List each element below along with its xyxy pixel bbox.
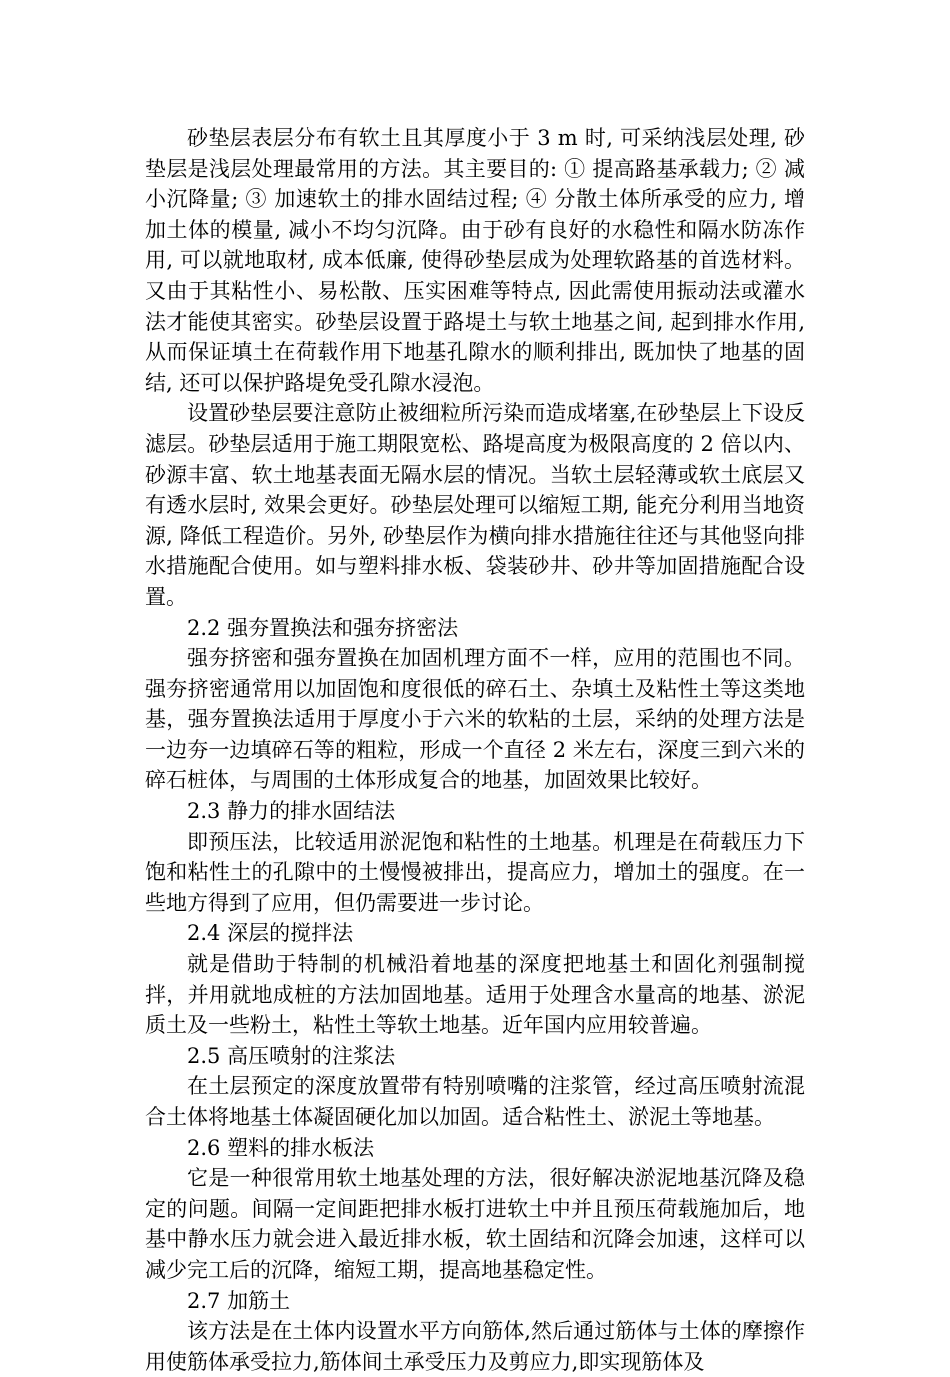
paragraph-dynamic-compaction: 强夯挤密和强夯置换在加固机理方面不一样，应用的范围也不同。强夯挤密通常用以加固饱和度很低的碎石土、杂填土及粘性土等这类地基，强夯置换法适用于厚度小于六米的软粘的土层，采纳的处理方法是一边夯一边填碎石等的粗粒，形成一个直径 2 米左右，深度三到六米的碎石桩体，与周围的土体形成复合的地基，加固效果比较好。 bbox=[145, 646, 805, 793]
section-heading-2-2: 2.2 强夯置换法和强夯挤密法 bbox=[187, 615, 459, 640]
paragraph-jet-grouting: 在土层预定的深度放置带有特别喷嘴的注浆管，经过高压喷射流混合土体将地基土体凝固硬化加以加固。适合粘性土、淤泥土等地基。 bbox=[145, 1074, 805, 1129]
section-heading-2-5: 2.5 高压喷射的注浆法 bbox=[187, 1043, 396, 1068]
paragraph-preloading: 即预压法，比较适用淤泥饱和粘性的土地基。机理是在荷载压力下饱和粘性土的孔隙中的土慢慢被排出，提高应力，增加土的强度。在一些地方得到了应用，但仍需要进一步讨论。 bbox=[145, 829, 805, 915]
paragraph-sand-cushion-purpose: 砂垫层表层分布有软土且其厚度小于 3 m 时, 可采纳浅层处理, 砂垫层是浅层处理最常用的方法。其主要目的: ① 提高路基承载力; ② 减小沉降量; ③ 加速软土的排水固结过程; ④ 分散土体所承受的应力, 增加土体的模量, 减小不均匀沉降。由于砂有良好的水稳性和隔水防冻作用, 可以就地取材, 成本低廉, 使得砂垫层成为处理软路基的首选材料。又由于其粘性小、易松散、压实困难等特点, 因此需使用振动法或灌水法才能使其密实。砂垫层设置于路堤土与软土地基之间, 起到排水作用, 从而保证填土在荷载作用下地基孔隙水的顺利排出, 既加快了地基的固结, 还可以保护路堤免受孔隙水浸泡。 bbox=[145, 126, 805, 395]
document-page bbox=[145, 123, 805, 1377]
paragraph-drain-board: 它是一种很常用软土地基处理的方法，很好解决淤泥地基沉降及稳定的问题。间隔一定间距把排水板打进软土中并且预压荷载施加后，地基中静水压力就会进入最近排水板，软土固结和沉降会加速，这样可以减少完工后的沉降，缩短工期，提高地基稳定性。 bbox=[145, 1166, 805, 1282]
section-heading-2-7: 2.7 加筋土 bbox=[187, 1288, 291, 1313]
paragraph-reinforced-soil: 该方法是在土体内设置水平方向筋体,然后通过筋体与土体的摩擦作用使筋体承受拉力,筋体间土承受压力及剪应力,即实现筋体及 bbox=[145, 1319, 805, 1374]
section-heading-2-3: 2.3 静力的排水固结法 bbox=[187, 799, 396, 824]
paragraph-sand-cushion-filter: 设置砂垫层要注意防止被细粒所污染而造成堵塞,在砂垫层上下设反滤层。砂垫层适用于施工期限宽松、路堤高度为极限高度的 2 倍以内、砂源丰富、软土地基表面无隔水层的情况。当软土层轻薄或软土底层又有透水层时, 效果会更好。砂垫层处理可以缩短工期, 能充分利用当地资源, 降低工程造价。另外, 砂垫层作为横向排水措施往往还与其他竖向排水措施配合使用。如与塑料排水板、袋装砂井、砂井等加固措施配合设置。 bbox=[145, 401, 805, 609]
section-heading-2-4: 2.4 深层的搅拌法 bbox=[187, 921, 354, 946]
section-heading-2-6: 2.6 塑料的排水板法 bbox=[187, 1135, 375, 1160]
paragraph-deep-mixing: 就是借助于特制的机械沿着地基的深度把地基土和固化剂强制搅拌，并用就地成桩的方法加固地基。适用于处理含水量高的地基、淤泥质土及一些粉土，粘性土等软土地基。近年国内应用较普遍。 bbox=[145, 952, 805, 1038]
